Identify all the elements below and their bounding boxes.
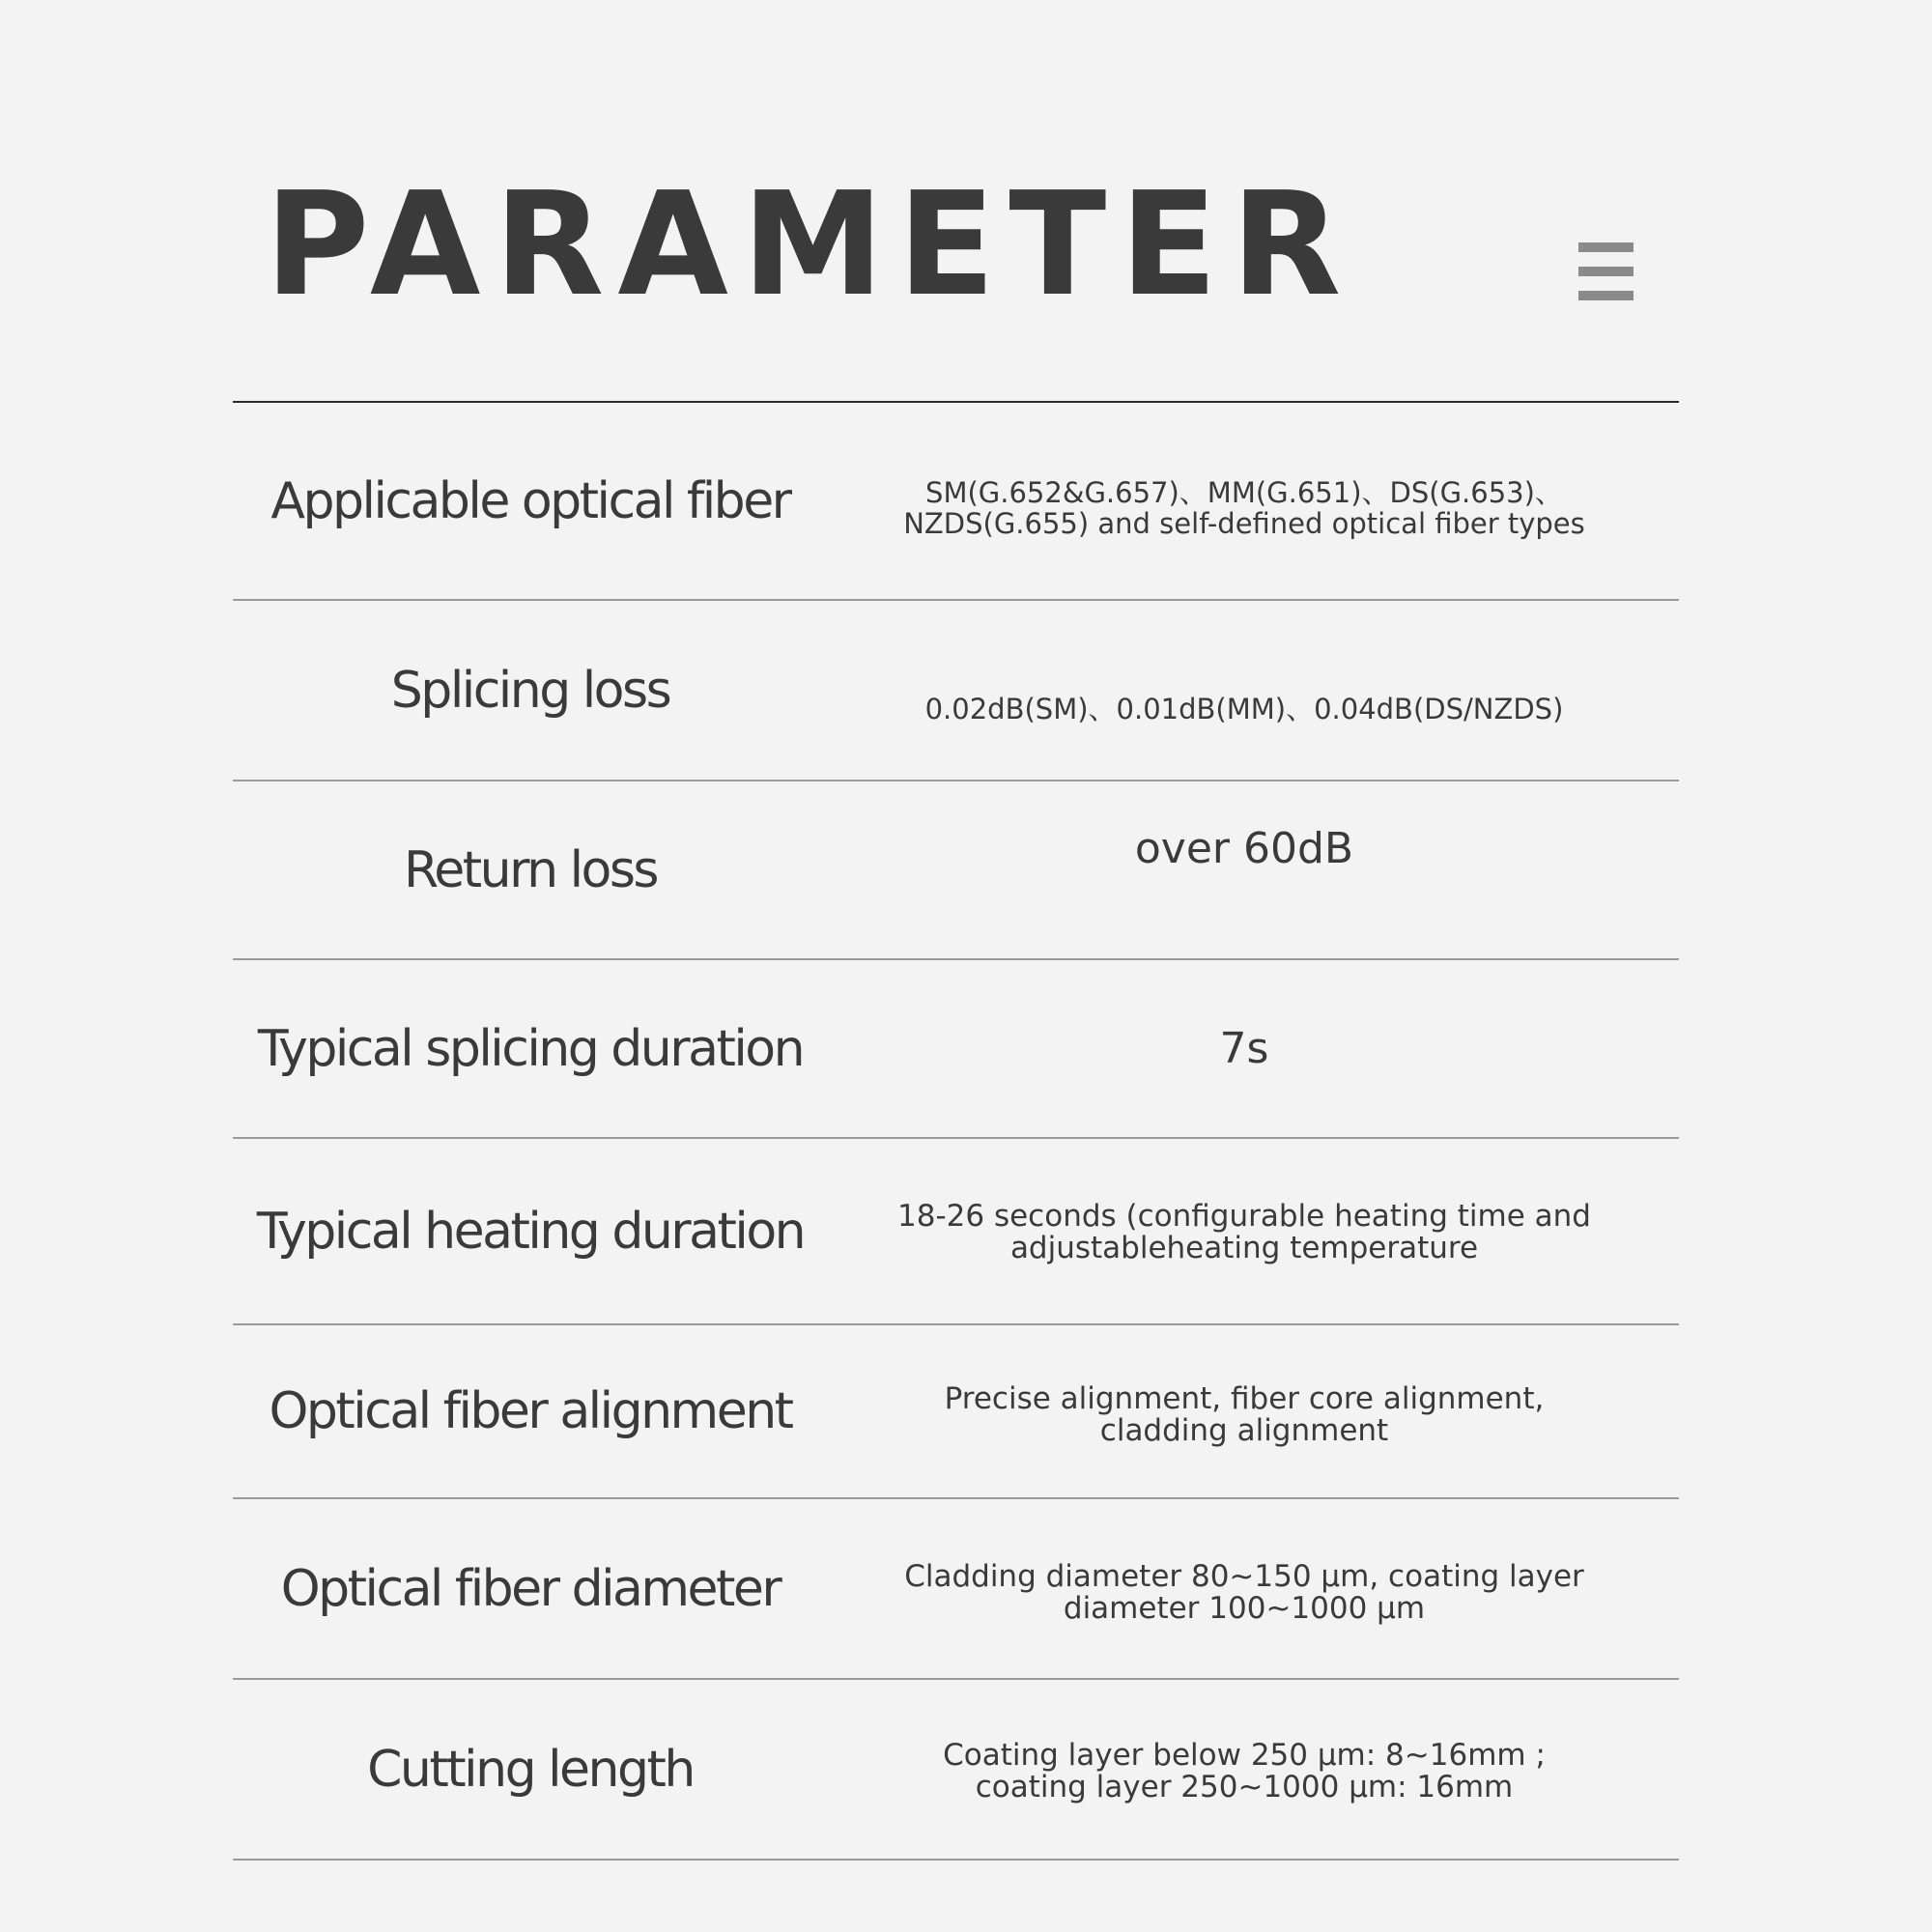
parameter-table (233, 403, 1679, 1861)
parameter-label: Splicing loss (390, 661, 670, 720)
menu-icon-bar (1578, 291, 1634, 300)
parameter-value-line: 7s (1219, 1024, 1269, 1073)
parameter-label: Optical fiber alignment (269, 1382, 792, 1440)
parameter-value-line: SM(G.652&G.657)、MM(G.651)、DS(G.653)、 (925, 476, 1563, 509)
page-title: PARAMETER (265, 161, 1355, 327)
parameter-value (828, 826, 1661, 872)
parameter-label: Applicable optical fiber (270, 471, 790, 530)
parameter-row-applicable-optical-fiber (233, 403, 1679, 601)
parameter-value-line: 0.02dB(SM)、0.01dB(MM)、0.04dB(DS/NZDS) (924, 693, 1564, 725)
parameter-row-typical-heating-duration (233, 1139, 1679, 1325)
parameter-label: Typical splicing duration (257, 1019, 804, 1078)
parameter-value-line: diameter 100~1000 μm (1063, 1591, 1426, 1626)
parameter-row-optical-fiber-diameter (233, 1499, 1679, 1680)
parameter-row-optical-fiber-alignment (233, 1325, 1679, 1499)
parameter-value (828, 1026, 1661, 1072)
parameter-value (828, 1561, 1661, 1625)
parameter-label: Cutting length (367, 1740, 694, 1799)
parameter-value-line: over 60dB (1134, 824, 1354, 873)
parameter-value (828, 694, 1661, 724)
parameter-value-line: Coating layer below 250 μm: 8~16mm ; (943, 1738, 1546, 1773)
parameter-label: Optical fiber diameter (280, 1559, 781, 1618)
parameter-value (828, 1201, 1661, 1264)
parameter-label: Typical heating duration (256, 1202, 805, 1261)
parameter-value-line: Precise alignment, fiber core alignment, (944, 1381, 1545, 1416)
parameter-row-typical-splicing-duration (233, 960, 1679, 1139)
parameter-value-line: coating layer 250~1000 μm: 16mm (975, 1770, 1514, 1804)
parameter-value-line: Cladding diameter 80~150 μm, coating layer (904, 1559, 1584, 1594)
parameter-value-line: adjustableheating temperature (1009, 1231, 1479, 1265)
parameter-value (828, 1740, 1661, 1804)
parameter-row-splicing-loss (233, 601, 1679, 781)
parameter-value-line: cladding alignment (1099, 1413, 1389, 1448)
menu-icon[interactable] (1578, 242, 1634, 300)
parameter-row-return-loss (233, 781, 1679, 960)
menu-icon-bar (1578, 242, 1634, 252)
parameter-value (828, 477, 1661, 539)
menu-icon-bar (1578, 267, 1634, 276)
parameter-value (828, 1383, 1661, 1447)
parameter-value-line: 18-26 seconds (configurable heating time and (897, 1199, 1591, 1234)
parameter-label: Return loss (403, 840, 658, 899)
parameter-row-cutting-length (233, 1680, 1679, 1861)
parameter-value-line: NZDS(G.655) and self-defined optical fiber types (903, 507, 1585, 540)
